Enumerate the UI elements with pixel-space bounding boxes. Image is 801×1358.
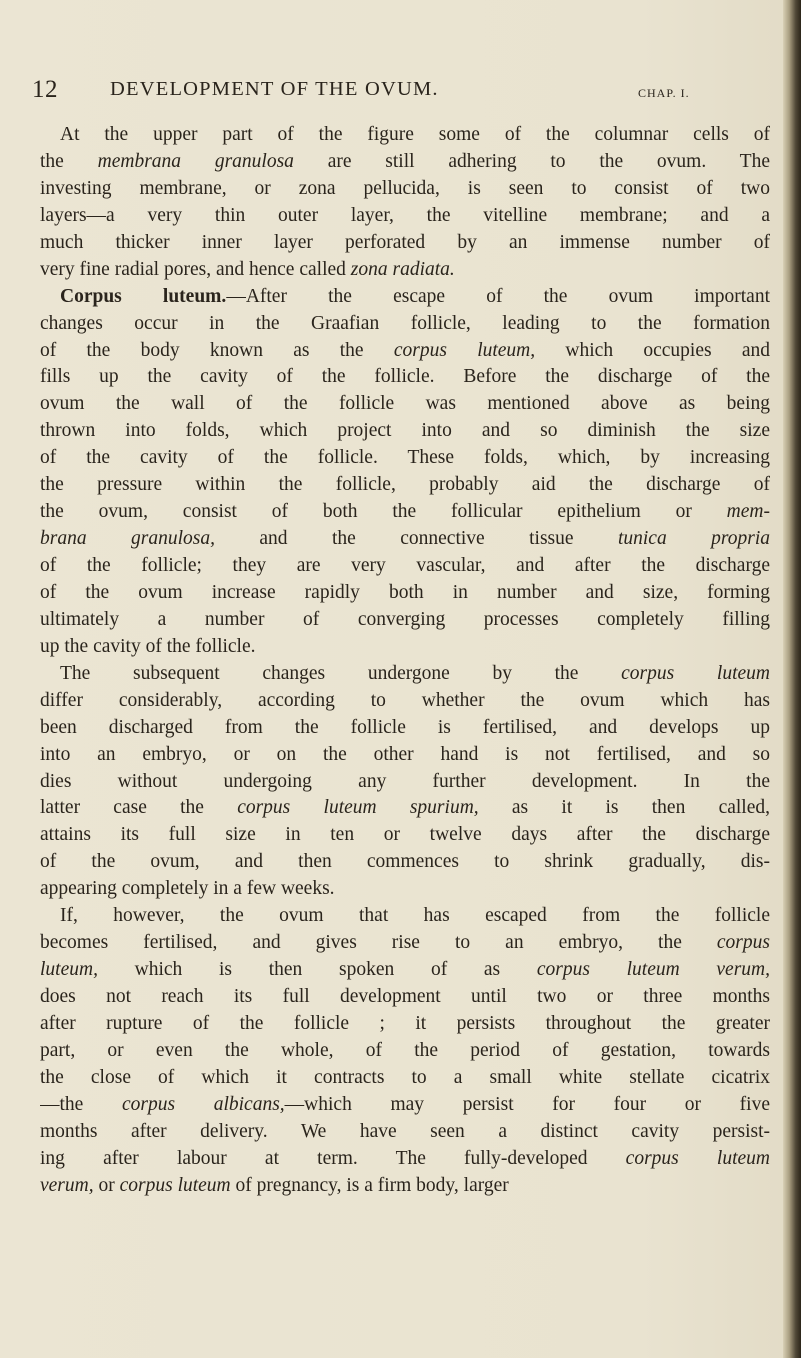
section-heading: Corpus luteum. (60, 285, 227, 307)
italic-term: corpus luteum (119, 1174, 231, 1196)
text-line (40, 553, 770, 580)
text-run: dies without undergoing any further development. In the (40, 770, 770, 792)
text-run: attains its full size in ten or twelve days after the discharge (40, 824, 770, 846)
text-run: fills up the cavity of the follicle. Before the discharge of the (40, 366, 770, 388)
text-run: and the connective tissue (214, 528, 618, 550)
italic-term: mem- (726, 501, 770, 523)
text-run: If, however, the ovum that has escaped from the follicle (60, 905, 770, 927)
text-line (40, 257, 770, 284)
text-run: months after delivery. We have seen a distinct cavity persist- (40, 1120, 770, 1142)
text-line (40, 176, 770, 203)
text-run: after rupture of the follicle ; it persists throughout the greater (40, 1012, 770, 1034)
text-line (40, 1092, 770, 1119)
text-run: ultimately a number of converging processes completely filling (40, 608, 770, 630)
text-run: does not reach its full development until two or three months (40, 986, 770, 1007)
text-run: which occupies and (535, 339, 770, 361)
text-line (40, 903, 770, 930)
text-run: becomes fertilised, and gives rise to an embryo, the (40, 932, 717, 954)
text-run: of the cavity of the follicle. These folds, which, by increasing (40, 447, 770, 469)
italic-term: membrana granulosa (97, 150, 294, 172)
text-line (40, 742, 770, 769)
italic-term: verum, (40, 1174, 94, 1196)
italic-term: tunica propria (617, 528, 770, 550)
text-line (40, 930, 770, 957)
text-line (40, 418, 770, 445)
text-run: ing after labour at term. The fully-developed (40, 1147, 626, 1169)
page-number: 12 (32, 76, 58, 103)
text-line (40, 1146, 770, 1173)
text-line (40, 769, 770, 796)
text-line (40, 230, 770, 257)
text-run: much thicker inner layer perforated by an immense number of (40, 231, 770, 253)
text-run: of the body known as the (40, 339, 394, 361)
text-line (40, 849, 770, 876)
italic-term: corpus luteum (625, 1147, 770, 1169)
text-run: —After the escape of the ovum important (226, 285, 770, 307)
text-run: or (93, 1174, 120, 1196)
text-run: changes occur in the Graafian follicle, leading to the formation (40, 312, 770, 334)
text-run: are still adhering to the ovum. The (293, 150, 770, 172)
text-run: into an embryo, or on the other hand is not fertilised, and so (40, 743, 770, 765)
text-line (40, 1173, 770, 1200)
running-title: DEVELOPMENT OF THE OVUM. (110, 78, 439, 100)
text-run: up the cavity of the follicle. (40, 635, 256, 657)
text-line (40, 1119, 770, 1146)
text-run: which is then spoken of as (97, 959, 537, 981)
text-run: as it is then called, (478, 797, 770, 819)
text-run: —which may persist for four or five (284, 1093, 770, 1115)
text-run: of the ovum increase rapidly both in number and size, forming (40, 581, 770, 603)
italic-term: corpus (716, 932, 770, 954)
text-run: appearing completely in a few weeks. (40, 878, 335, 900)
italic-term: corpus luteum spurium, (237, 797, 479, 819)
text-run: of the ovum, and then commences to shrink gradually, dis- (40, 851, 770, 873)
text-line (40, 822, 770, 849)
text-line (40, 984, 770, 1011)
chapter-label: CHAP. I. (638, 86, 690, 100)
text-line (40, 391, 770, 418)
text-run: layers—a very thin outer layer, the vitelline membrane; and a (40, 204, 770, 226)
italic-term: corpus luteum, (393, 339, 536, 361)
text-run: of pregnancy, is a firm body, larger (230, 1174, 509, 1196)
text-run: the (40, 150, 98, 172)
text-run: At the upper part of the figure some of the columnar cells of (60, 124, 770, 145)
text-line (40, 1065, 770, 1092)
text-line (40, 715, 770, 742)
text-run: investing membrane, or zona pellucida, is seen to consist of two (40, 177, 770, 199)
italic-term: zona radiata. (350, 258, 455, 280)
italic-term: corpus luteum (621, 662, 770, 684)
text-run: of the follicle; they are very vascular, and after the discharge (40, 555, 770, 576)
text-line (40, 688, 770, 715)
text-line (40, 122, 770, 149)
text-run: part, or even the whole, of the period of gestation, towards (40, 1039, 770, 1061)
italic-term: brana granulosa, (40, 528, 215, 550)
text-line (40, 526, 770, 553)
italic-term: luteum, (40, 959, 98, 981)
text-run: the ovum, consist of both the follicular epithelium or (40, 501, 727, 523)
text-run: ovum the wall of the follicle was mentioned above as being (40, 393, 770, 415)
text-run: been discharged from the follicle is fertilised, and develops up (40, 716, 770, 738)
text-run: thrown into folds, which project into and so diminish the size (40, 420, 770, 442)
italic-term: corpus albicans, (121, 1093, 285, 1115)
text-line (40, 338, 770, 365)
text-line (40, 957, 770, 984)
text-line (40, 284, 770, 311)
text-line (40, 311, 770, 338)
body-text (40, 122, 770, 1200)
text-line (40, 661, 770, 688)
text-line (40, 634, 770, 661)
text-run: latter case the (40, 797, 238, 819)
text-line (40, 795, 770, 822)
text-run: The subsequent changes undergone by the (60, 662, 622, 684)
text-run: —the (40, 1093, 122, 1115)
text-run: the pressure within the follicle, probably aid the discharge of (40, 474, 770, 496)
text-line (40, 876, 770, 903)
page-edge-shadow (783, 0, 801, 1358)
text-run: differ considerably, according to whether the ovum which has (40, 689, 770, 711)
text-line (40, 607, 770, 634)
text-run: very fine radial pores, and hence called (40, 258, 351, 280)
text-line (40, 472, 770, 499)
text-line (40, 1011, 770, 1038)
text-line (40, 580, 770, 607)
text-line (40, 445, 770, 472)
text-run: the close of which it contracts to a small white stellate cicatrix (40, 1066, 770, 1088)
running-header (32, 76, 772, 108)
text-line (40, 364, 770, 391)
text-line (40, 203, 770, 230)
text-line (40, 1038, 770, 1065)
text-line (40, 149, 770, 176)
text-line (40, 499, 770, 526)
italic-term: corpus luteum verum, (536, 959, 770, 981)
